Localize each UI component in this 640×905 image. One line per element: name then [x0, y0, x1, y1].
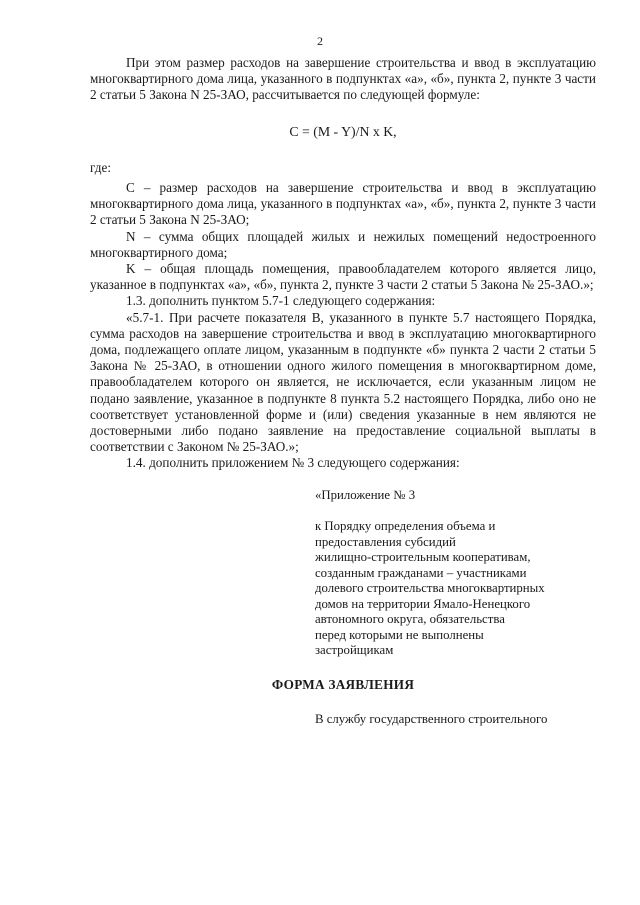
page-number: 2: [317, 34, 323, 48]
appendix-line: предоставления субсидий: [315, 534, 456, 549]
addressee-line: В службу государственного строительного: [315, 711, 548, 726]
definition-n: N – сумма общих площадей жилых и нежилых помещений недостроенного многоквартирного дома;: [90, 228, 596, 260]
appendix-line: созданным гражданами – участниками: [315, 565, 527, 580]
document-body: [90, 55, 596, 727]
appendix-line: к Порядку определения объема и: [315, 519, 496, 534]
form-title: ФОРМА ЗАЯВЛЕНИЯ: [271, 676, 415, 692]
item-1-4: 1.4. дополнить приложением № 3 следующего содержания:: [126, 455, 460, 471]
clause-5-7-1: «5.7-1. При расчете показателя В, указанного в пункте 5.7 настоящего Порядка, сумма расходов на завершение строительства и ввод в эксплуатацию многоквартирного дома, подлежащего оплате лицом, указанным в подпункте «б» пункта 2 части 2 статьи 5 Закона № 25-ЗАО, в отношении одного жилого помещения в многоквартирном доме, правообладателем которого он является, не исключается, если указанным лицом не подано заявление, указанное в подпункте 8 пункта 5.2 настоящего Порядка, либо оно не соответствует установленной форме и (или) сведения указанные в нем являются не достоверными либо подано заявление на предоставление социальной выплаты в соответствии с Законом № 25-ЗАО.»;: [90, 309, 596, 455]
appendix-line: автономного округа, обязательства: [315, 612, 505, 627]
appendix-title: «Приложение № 3: [315, 487, 416, 502]
appendix-block: [315, 488, 595, 659]
where-label: где:: [90, 159, 111, 175]
item-1-3: 1.3. дополнить пунктом 5.7-1 следующего содержания:: [126, 293, 436, 309]
appendix-line: застройщикам: [315, 643, 394, 658]
appendix-line: перед которыми не выполнены: [315, 627, 484, 642]
intro-paragraph: При этом размер расходов на завершение строительства и ввод в эксплуатацию многоквартирного дома лица, указанного в подпунктах «а», «б», пункта 2, пункте 3 части 2 статьи 5 Закона N 25-ЗАО, рассчитывается по следующей формуле:: [90, 55, 596, 103]
formula: C = (M - Y)/N x K,: [289, 123, 397, 139]
appendix-line: жилищно-строительным кооперативам,: [315, 550, 531, 565]
definition-k: K – общая площадь помещения, правообладателем которого является лицо, указанное в подпунктах «а», «б», пункта 2, пункте 3 части 2 статьи 5 Закона № 25-ЗАО.»;: [90, 261, 596, 293]
definition-c: C – размер расходов на завершение строительства и ввод в эксплуатацию многоквартирного дома лица, указанного в подпунктах «а», «б», пункта 2, пункте 3 части 2 статьи 5 Закона N 25-ЗАО;: [90, 180, 596, 228]
appendix-line: домов на территории Ямало-Ненецкого: [315, 596, 531, 611]
appendix-line: долевого строительства многоквартирных: [315, 581, 545, 596]
